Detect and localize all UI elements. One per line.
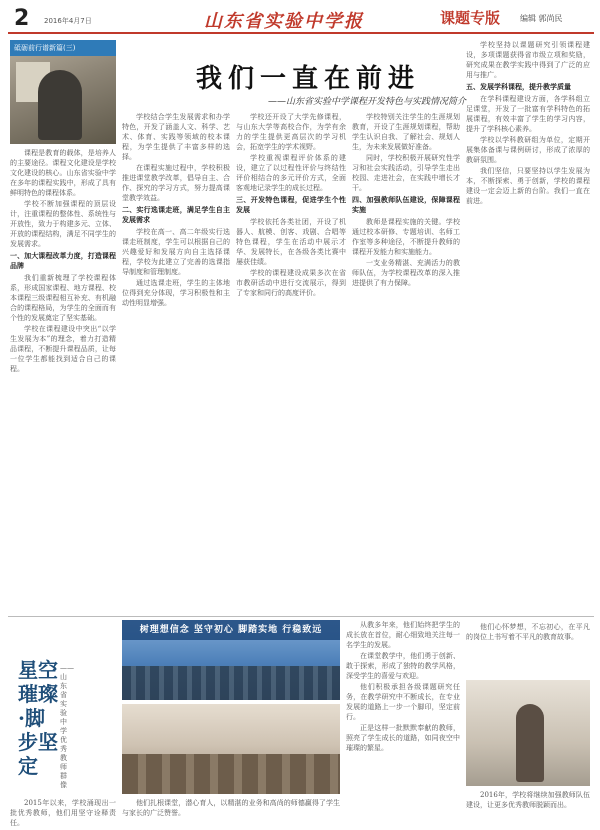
- paragraph: 在课堂教学中，他们勇于创新、敢于探索，形成了独特的教学风格，深受学生的喜爱与欢迎。: [346, 652, 460, 680]
- paragraph: 2015年以来，学校涌现出一批优秀教师，他们用坚守诠释责任。: [10, 799, 116, 826]
- section-heading: 三、开发特色课程，促进学生个性发展: [236, 195, 346, 214]
- paragraph: 教师是课程实施的关键。学校通过校本研修、专题培训、名师工作室等多种途径，不断提升教师的课程开发能力和实施能力。: [352, 218, 460, 256]
- classroom-photo: [122, 704, 340, 794]
- article-subtitle: ——山东省实验中学课程开发特色与实践情况简介: [268, 97, 467, 107]
- section-editor: 编辑 郭尚民: [520, 14, 563, 23]
- banner-photo: [122, 620, 340, 700]
- section-divider: [8, 616, 594, 617]
- article-column-3: [236, 112, 346, 612]
- paragraph: 从教多年来，他们始终把学生的成长放在首位，耐心细致地关注每一名学生的发展。: [346, 621, 460, 649]
- paragraph: 学校在课程建设中突出“以学生发展为本”的理念，着力打造精品课程，不断提升课程品质，让每一位学生都能找到适合自己的课程。: [10, 325, 116, 373]
- page-number: 2: [14, 6, 30, 31]
- classroom-desks: [122, 754, 340, 794]
- issue-date: 2016年4月7日: [44, 17, 92, 25]
- feature-column-4: [466, 790, 590, 826]
- section-heading: 五、发展学科课程，提升教学质量: [466, 82, 571, 91]
- article-column-5: [466, 40, 590, 612]
- feature-subtitle: ——山东省实验中学优秀教师群像: [60, 664, 74, 789]
- paragraph: 学校重视课程评价体系的建设，建立了以过程性评价与终结性评价相结合的多元评价方式，全面客观地记录学生的成长过程。: [236, 154, 346, 192]
- group-photo-people: [122, 666, 340, 700]
- paragraph: 学校依托各类社团，开设了机器人、航模、创客、戏剧、合唱等特色课程，学生在活动中展示才华、发展特长，在各级各类比赛中屡获佳绩。: [236, 218, 346, 266]
- paragraph: 学校在高一、高二年级实行选课走班制度，学生可以根据自己的兴趣爱好和发展方向自主选择课程，学校为此建立了完善的选课指导制度和管理制度。: [122, 228, 230, 276]
- paragraph: 我们重新梳理了学校课程体系，形成国家课程、地方课程、校本课程三级课程相互补充、有机融合的课程格局，为学生的全面而有个性的发展奠定了坚实基础。: [10, 274, 116, 322]
- paragraph: 学校以学科教研组为单位，定期开展集体备课与课例研讨，形成了浓厚的教研氛围。: [466, 136, 590, 164]
- article-column-1: [10, 148, 116, 613]
- paragraph: 正是这样一批默默奉献的教师，照亮了学生成长的道路，如同夜空中璀璨的繁星。: [346, 724, 460, 752]
- section-heading: 一、加大课程改革力度，打造课程品牌: [10, 251, 116, 270]
- top-photo-caption: 砥砺前行谱新篇(三): [10, 40, 116, 56]
- paragraph: 学校特别关注学生的生涯规划教育，开设了生涯规划课程，帮助学生认识自我、了解社会、规划人生，为未来发展做好准备。: [352, 113, 460, 151]
- paragraph: 学校还开设了大学先修课程，与山东大学等高校合作，为学有余力的学生提供更高层次的学习机会，拓宽学生的学术视野。: [236, 113, 346, 151]
- teacher-figure: [516, 704, 544, 782]
- article-column-4: [352, 112, 460, 612]
- paragraph: 一支业务精湛、充满活力的教师队伍，为学校课程改革的深入推进提供了有力保障。: [352, 259, 460, 287]
- feature-column-1: [122, 798, 340, 826]
- paragraph: 他们积极承担各级课题研究任务，在教学研究中不断成长，在专业发展的道路上一步一个脚印，坚定前行。: [346, 683, 460, 721]
- paragraph: 我们坚信，只要坚持以学生发展为本，不断探索、勇于创新，学校的课程建设一定会迈上新的台阶。我们一直在前进。: [466, 167, 590, 205]
- paragraph: 在学科课程建设方面，各学科组立足课堂，开发了一批富有学科特色的拓展课程，有效丰富了学生的学习内容，提升了学科核心素养。: [466, 95, 590, 133]
- section-heading: 二、实行选课走班，满足学生自主发展需求: [122, 205, 230, 224]
- paragraph: 同时，学校积极开展研究性学习和社会实践活动，引导学生走出校园、走进社会，在实践中增长才干。: [352, 154, 460, 192]
- newspaper-masthead: 山东省实验中学报: [204, 11, 364, 32]
- banner-caption: 树理想信念 坚守初心 脚踏实地 行稳致远: [122, 620, 340, 640]
- paragraph: 他们心怀梦想，不忘初心，在平凡的岗位上书写着不平凡的教育故事。: [466, 623, 590, 641]
- paragraph: 学校的课程建设成果多次在省市教研活动中进行交流展示，得到了专家和同行的高度评价。: [236, 269, 346, 297]
- article-column-2: [122, 112, 230, 612]
- article-title: 我们一直在前进: [196, 64, 421, 94]
- paragraph: 课程是教育的载体，是培养人的主要途径。课程文化建设是学校文化建设的核心。山东省实验中学在多年的课程实践中，形成了具有鲜明特色的课程体系。: [10, 149, 116, 197]
- teacher-photo: [466, 680, 590, 786]
- feature-column-0: [10, 798, 116, 826]
- paragraph: 通过选课走班，学生的主体地位得到充分体现，学习积极性和主动性明显增强。: [122, 279, 230, 307]
- paragraph: 学校坚持以课题研究引领课程建设，多项课题获得省市级立项和奖励，研究成果在教学实践中得到了广泛的应用与推广。: [466, 41, 590, 79]
- paragraph: 他们扎根课堂，潜心育人，以精湛的业务和高尚的师德赢得了学生与家长的广泛赞誉。: [122, 799, 340, 817]
- teacher-figure: [38, 70, 82, 140]
- paragraph: 学校结合学生发展需求和办学特色，开发了涵盖人文、科学、艺术、体育、实践等领域的校本课程，为学生提供了丰富多样的选择。: [122, 113, 230, 161]
- page-header: [8, 4, 594, 34]
- feature-column-2: [346, 620, 460, 826]
- section-title: 课题专版: [440, 9, 501, 27]
- section-heading: 四、加强教师队伍建设，保障课程实施: [352, 195, 460, 214]
- top-photo: [10, 40, 116, 144]
- paragraph: 2016年，学校将继续加强教师队伍建设，让更多优秀教师脱颖而出。: [466, 791, 590, 809]
- feature-column-3: [466, 622, 590, 678]
- feature-title: 星空璀璨·脚步坚定: [18, 658, 58, 778]
- paragraph: 在课程实施过程中，学校积极推进课堂教学改革，倡导自主、合作、探究的学习方式，努力提高课堂教学效益。: [122, 164, 230, 202]
- paragraph: 学校不断加强课程的顶层设计，注重课程的整体性、系统性与开放性，致力于构建多元、立体、开放的课程结构，满足不同学生的发展需求。: [10, 200, 116, 248]
